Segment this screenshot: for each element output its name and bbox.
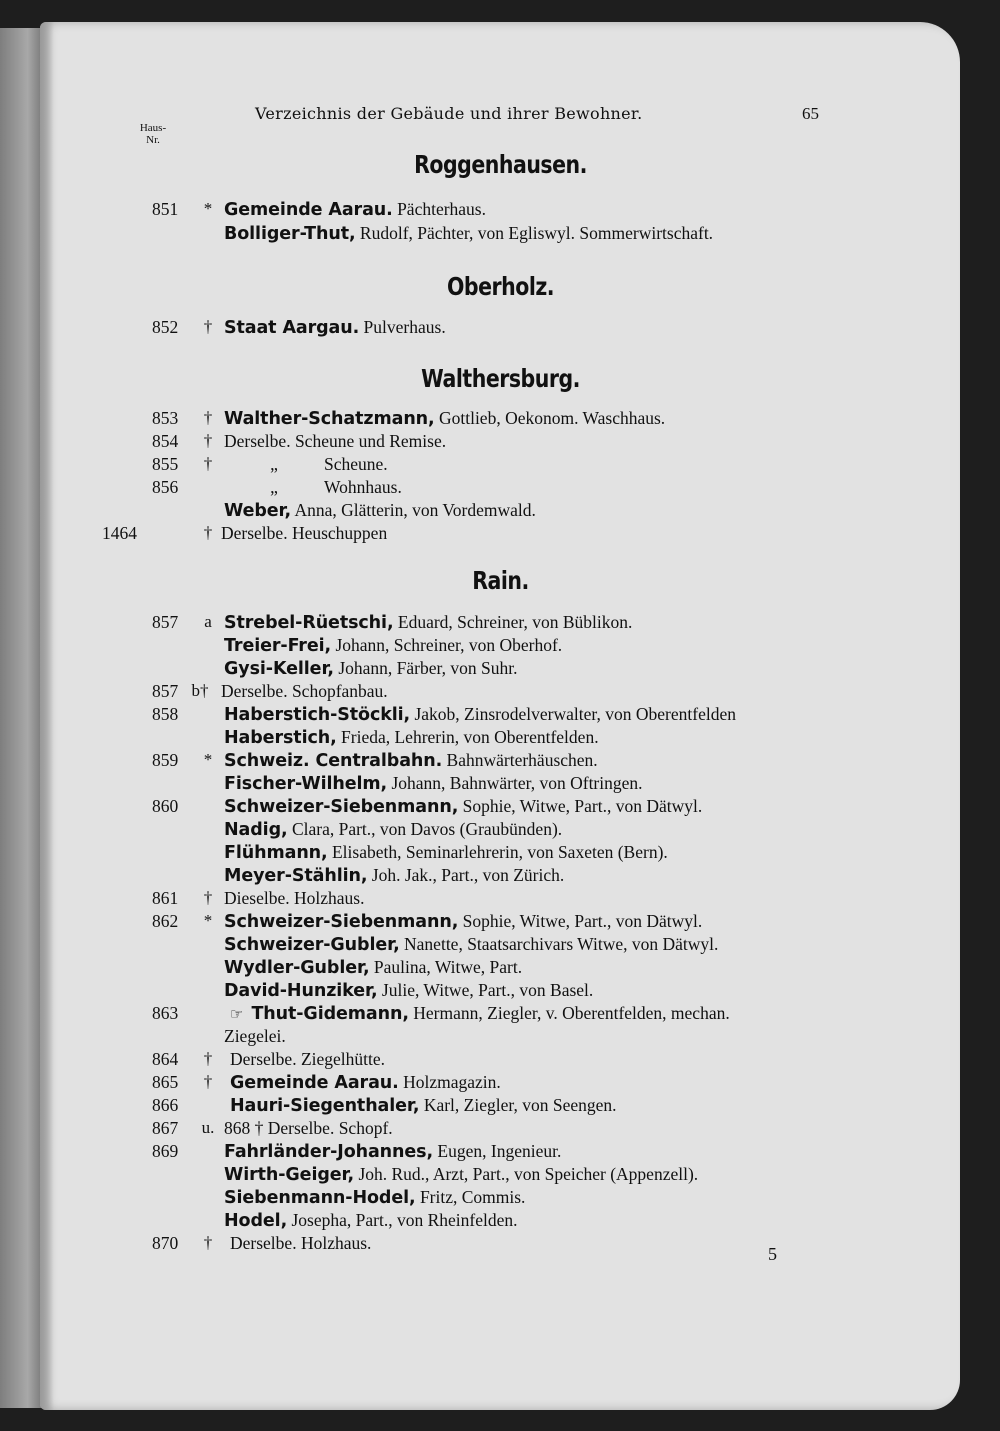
entry-row (40, 842, 960, 866)
resident-name: Nadig, (224, 820, 288, 840)
marker-symbol: * (203, 911, 213, 930)
entry-details: Johann, Schreiner, von Oberhof. (331, 635, 563, 655)
resident-name: Meyer-Stählin, (224, 866, 368, 886)
entry-row (40, 1210, 960, 1234)
entry-row (40, 454, 960, 478)
entry-details: Nanette, Staatsarchivars Witwe, von Dätwyl. (399, 934, 719, 954)
entry-row (40, 408, 960, 432)
entry-row (40, 1072, 960, 1096)
marker-symbol: b† (191, 681, 209, 700)
house-number: 856 (152, 477, 179, 497)
resident-name: Wydler-Gubler, (224, 958, 370, 978)
house-number: 860 (152, 796, 179, 816)
entry-details: Derselbe. Schopfanbau. (221, 681, 388, 701)
section-title-roggenhausen: Roggenhausen. (414, 150, 587, 179)
entry-row (40, 980, 960, 1004)
resident-name: Siebenmann-Hodel, (224, 1188, 416, 1208)
entry-row (40, 635, 960, 659)
entry-details: Pulverhaus. (359, 317, 446, 337)
entry-row (40, 1095, 960, 1119)
resident-name: Treier-Frei, (224, 636, 332, 656)
resident-name: Staat Aargau. (224, 318, 360, 338)
entry-details: Joh. Rud., Arzt, Part., von Speicher (Appenzell). (354, 1164, 699, 1184)
entry-row (40, 223, 960, 247)
house-number: 865 (152, 1072, 179, 1092)
entry-details: Jakob, Zinsrodelverwalter, von Oberentfelden (410, 704, 736, 724)
marker-symbol: † (203, 523, 213, 542)
column-head (128, 122, 178, 146)
entry-details: Frieda, Lehrerin, von Oberentfelden. (336, 727, 599, 747)
entry-row (40, 199, 960, 223)
marker-symbol: † (203, 1072, 213, 1091)
entry-details: Scheune. (324, 454, 388, 474)
entry-row (40, 865, 960, 889)
resident-name: Schweizer-Gubler, (224, 935, 400, 955)
marker-symbol: * (203, 750, 213, 769)
house-number: 863 (152, 1003, 179, 1023)
marker-symbol: * (203, 199, 213, 218)
house-number: 855 (152, 454, 179, 474)
house-number: 854 (152, 431, 179, 451)
entry-details: Dieselbe. Holzhaus. (224, 888, 365, 908)
entry-row (40, 1003, 960, 1027)
resident-name: Wirth-Geiger, (224, 1165, 355, 1185)
entry-details: Derselbe. Ziegelhütte. (230, 1049, 386, 1069)
resident-name: Haberstich-Stöckli, (224, 705, 411, 725)
entry-details: Derselbe. Heuschuppen (221, 523, 388, 543)
resident-name: Haberstich, (224, 728, 337, 748)
entry-details: Wohnhaus. (324, 477, 402, 497)
entry-row (40, 523, 960, 547)
resident-name: Schweiz. Centralbahn. (224, 751, 443, 771)
resident-name: Weber, (224, 501, 292, 521)
entry-row (40, 911, 960, 935)
resident-name: Strebel-Rüetschi, (224, 613, 394, 633)
entry-details: Pächterhaus. (392, 199, 486, 219)
entry-details: Holzmagazin. (398, 1072, 501, 1092)
entry-details: Bahnwärterhäuschen. (442, 750, 598, 770)
resident-name: David-Hunziker, (224, 981, 378, 1001)
entry-row (40, 1233, 960, 1257)
ditto-mark: „ (270, 477, 278, 497)
marker-symbol: a (204, 612, 212, 631)
pointing-hand-icon: ☞ (230, 1005, 244, 1023)
marker-symbol: † (203, 317, 213, 336)
entry-row (40, 612, 960, 636)
section-title-rain: Rain. (472, 566, 529, 595)
entry-row (40, 658, 960, 682)
column-head-line2: Nr. (146, 134, 160, 146)
entry-row (40, 317, 960, 341)
resident-name: Gysi-Keller, (224, 659, 334, 679)
entry-row (40, 681, 960, 705)
entry-row (40, 819, 960, 843)
entry-details: Eugen, Ingenieur. (433, 1141, 562, 1161)
house-number: 864 (152, 1049, 179, 1069)
entry-details: Sophie, Witwe, Part., von Dätwyl. (458, 796, 703, 816)
entry-row (40, 773, 960, 797)
entry-details: Sophie, Witwe, Part., von Dätwyl. (458, 911, 703, 931)
resident-name: Schweizer-Siebenmann, (224, 797, 459, 817)
entry-row (40, 1118, 960, 1142)
entry-details: Anna, Glätterin, von Vordemwald. (291, 500, 536, 520)
entry-details: Julie, Witwe, Part., von Basel. (377, 980, 594, 1000)
house-number: 862 (152, 911, 179, 931)
entry-details: Clara, Part., von Davos (Graubünden). (287, 819, 563, 839)
entry-details: Gottlieb, Oekonom. Waschhaus. (434, 408, 666, 428)
entry-row (40, 957, 960, 981)
house-number: 852 (152, 317, 179, 337)
page-number: 65 (802, 104, 819, 123)
entry-row (40, 888, 960, 912)
house-number: 858 (152, 704, 179, 724)
entry-row (40, 727, 960, 751)
house-number: 857 (152, 681, 179, 701)
entry-details: Hermann, Ziegler, v. Oberentfelden, mechan. (408, 1003, 730, 1023)
house-number: 851 (152, 199, 179, 219)
entry-row (40, 1164, 960, 1188)
section-title-walthersburg: Walthersburg. (421, 364, 580, 393)
book-page (40, 22, 960, 1410)
marker-symbol: † (203, 1049, 213, 1068)
entry-row (40, 477, 960, 501)
resident-name: Fahrländer-Johannes, (224, 1142, 434, 1162)
house-number: 853 (152, 408, 179, 428)
entry-details: Eduard, Schreiner, von Büblikon. (393, 612, 633, 632)
entry-row (40, 1026, 960, 1050)
entry-row (40, 1049, 960, 1073)
entry-details: Derselbe. Scheune und Remise. (224, 431, 447, 451)
house-number: 870 (152, 1233, 179, 1253)
house-number: 867 (152, 1118, 179, 1138)
entry-row (40, 704, 960, 728)
resident-name: Fischer-Wilhelm, (224, 774, 388, 794)
entry-row (40, 1187, 960, 1211)
entry-row (40, 431, 960, 455)
entry-row (40, 796, 960, 820)
house-number: 857 (152, 612, 179, 632)
resident-name: Gemeinde Aarau. (230, 1073, 399, 1093)
marker-symbol: † (203, 431, 213, 450)
section-title-oberholz: Oberholz. (446, 272, 555, 301)
entry-details: Elisabeth, Seminarlehrerin, von Saxeten (Bern). (327, 842, 668, 862)
entry-details: Rudolf, Pächter, von Egliswyl. Sommerwirtschaft. (355, 223, 714, 243)
signature-mark: 5 (768, 1244, 777, 1264)
ditto-mark: „ (270, 454, 278, 474)
entry-details: Fritz, Commis. (415, 1187, 526, 1207)
entry-row (40, 750, 960, 774)
resident-name: Hauri-Siegenthaler, (230, 1096, 420, 1116)
resident-name: Walther-Schatzmann, (224, 409, 435, 429)
entry-details: Johann, Bahnwärter, von Oftringen. (387, 773, 643, 793)
running-head: Verzeichnis der Gebäude und ihrer Bewohner. (255, 104, 643, 123)
resident-name: Flühmann, (224, 843, 328, 863)
marker-symbol: † (203, 408, 213, 427)
resident-name: Bolliger-Thut, (224, 224, 356, 244)
entry-details: Ziegelei. (224, 1026, 286, 1046)
house-number: 1464 (102, 523, 137, 543)
entry-details: Karl, Ziegler, von Seengen. (419, 1095, 617, 1115)
resident-name: Gemeinde Aarau. (224, 200, 393, 220)
house-number: 869 (152, 1141, 179, 1161)
entry-details: Derselbe. Holzhaus. (230, 1233, 372, 1253)
marker-symbol: u. (201, 1118, 215, 1137)
entry-details: Paulina, Witwe, Part. (369, 957, 523, 977)
entry-row (40, 1141, 960, 1165)
resident-name: Schweizer-Siebenmann, (224, 912, 459, 932)
house-number: 861 (152, 888, 179, 908)
resident-name: Hodel, (224, 1211, 288, 1231)
marker-symbol: † (203, 454, 213, 473)
house-number: 859 (152, 750, 179, 770)
marker-symbol: † (203, 1233, 213, 1252)
entry-details: Johann, Färber, von Suhr. (333, 658, 518, 678)
house-number: 866 (152, 1095, 179, 1115)
resident-name: Thut-Gidemann, (251, 1004, 409, 1024)
entry-row (40, 934, 960, 958)
column-head-line1: Haus- (139, 122, 167, 134)
entry-row (40, 500, 960, 524)
marker-symbol: † (203, 888, 213, 907)
entry-details: Joh. Jak., Part., von Zürich. (367, 865, 565, 885)
entry-details: 868 † Derselbe. Schopf. (224, 1118, 393, 1138)
entry-details: Josepha, Part., von Rheinfelden. (287, 1210, 518, 1230)
